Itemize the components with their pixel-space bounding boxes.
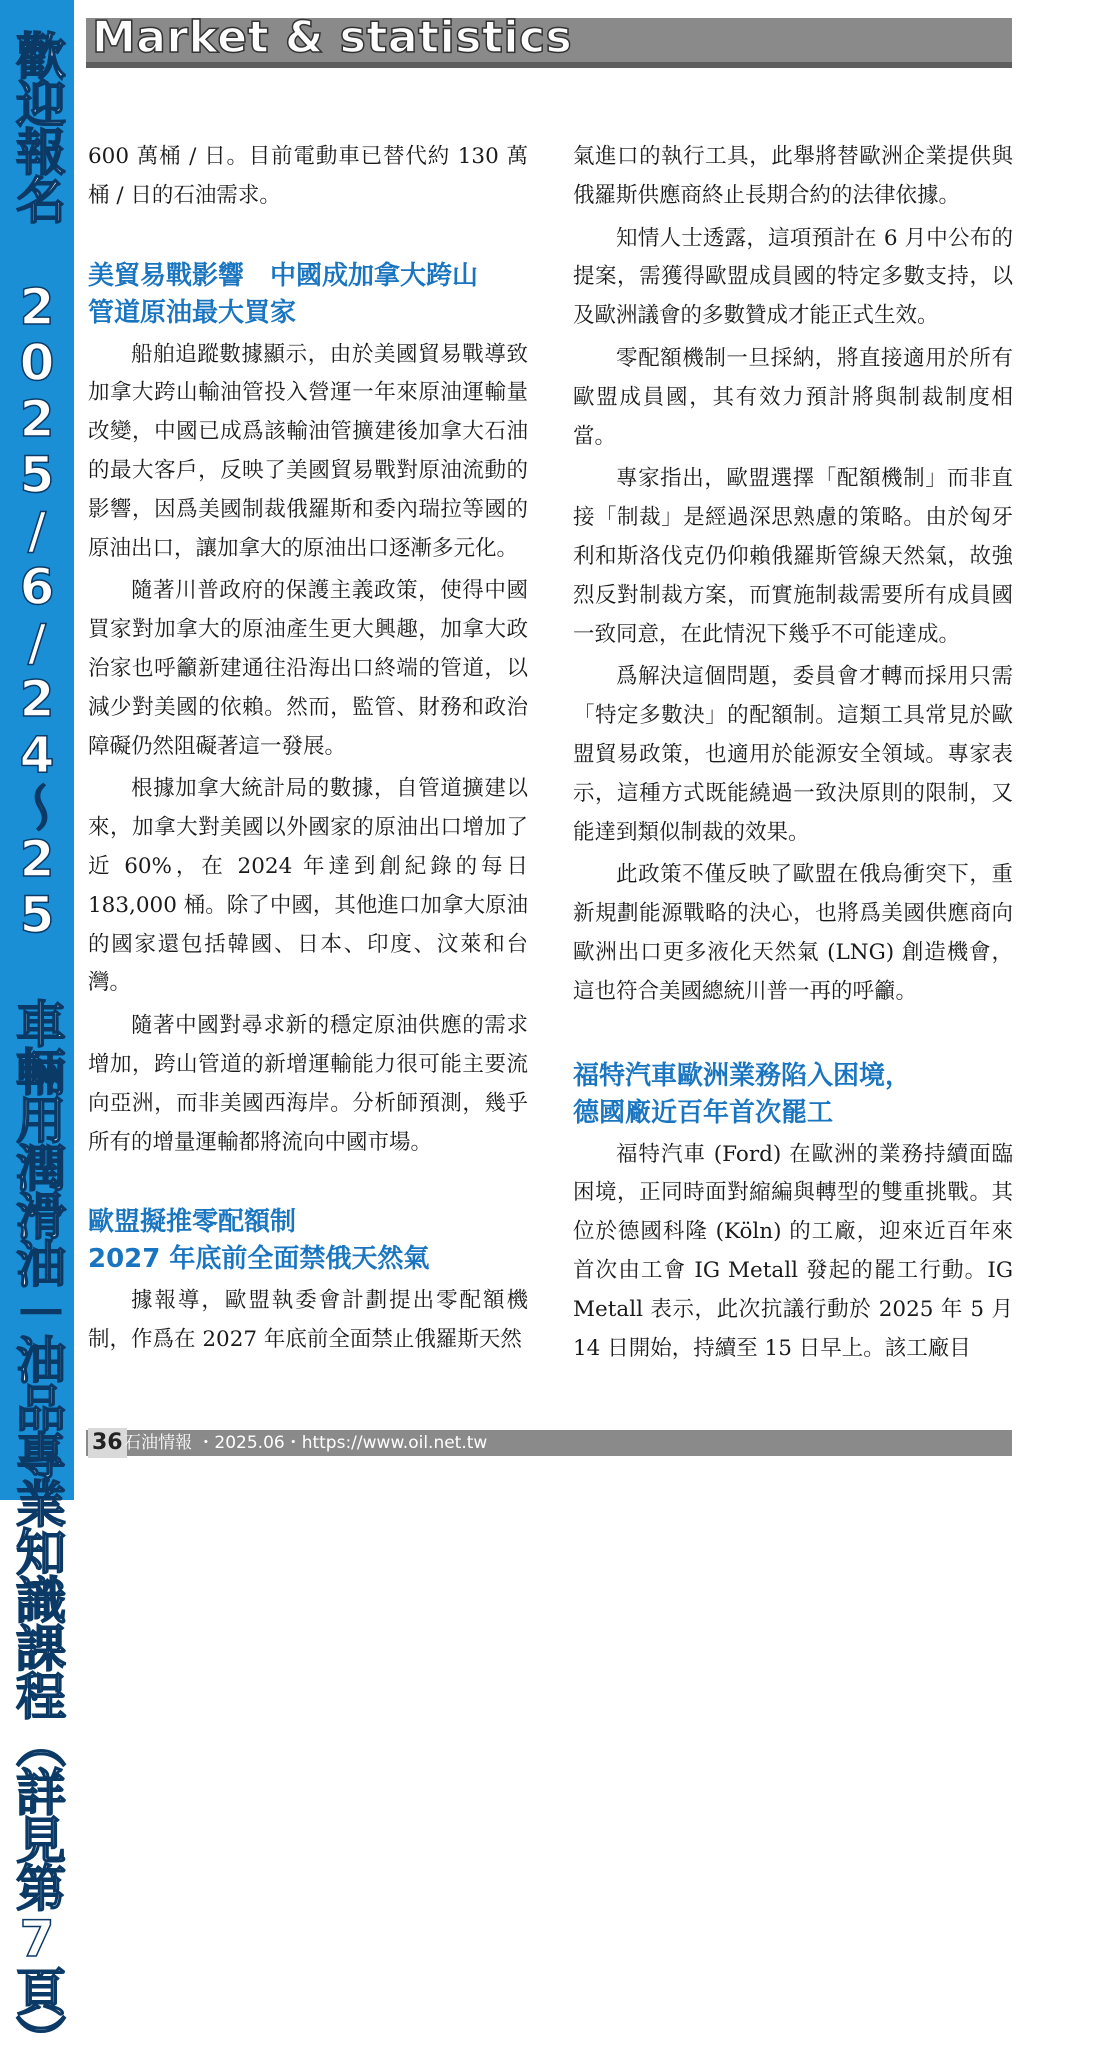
- heading-line: 德國廠近百年首次罷工: [573, 1097, 834, 1128]
- side-banner: [0, 0, 74, 2062]
- heading-line: 歐盟擬推零配額制: [88, 1207, 297, 1238]
- article-paragraph: 此政策不僅反映了歐盟在俄烏衝突下，重新規劃能源戰略的決心，也將爲美國供應商向歐洲出口更多液化天然氣 (LNG) 創造機會，這也符合美國總統川普一再的呼籲。: [573, 862, 1013, 1004]
- article-heading-canada-pipeline: [88, 258, 528, 332]
- heading-line: 管道原油最大買家: [88, 297, 297, 328]
- page-number: 36: [88, 1428, 127, 1458]
- article-paragraph: 600 萬桶 / 日。目前電動車已替代約 130 萬桶 / 日的石油需求。: [88, 144, 528, 208]
- article-paragraph: 據報導，歐盟執委會計劃提出零配額機制，作爲在 2027 年底前全面禁止俄羅斯天然: [88, 1288, 528, 1353]
- article-paragraph: 爲解決這個問題，委員會才轉而採用只需「特定多數決」的配額制。這類工具常見於歐盟貿易政策，也適用於能源安全領域。專家表示，這種方式既能繞過一致決原則的限制，又能達到類似制裁的效果。: [573, 664, 1013, 845]
- article-paragraph: 福特汽車 (Ford) 在歐洲的業務持續面臨困境，正同時面對縮編與轉型的雙重挑戰。其位於德國科隆 (Köln) 的工廠，迎來近百年來首次由工會 IG Metall 發起的罷工行動。IG Metall 表示，此次抗議行動於 2025 年 5 月 14 日開始，持續至 15 日早上。該工廠目: [573, 1141, 1013, 1361]
- article-paragraph: 氣進口的執行工具，此舉將替歐洲企業提供與俄羅斯供應商終止長期合約的法律依據。: [573, 144, 1013, 208]
- article-paragraph: 隨著川普政府的保護主義政策，使得中國買家對加拿大的原油產生更大興趣，加拿大政治家也呼籲新建通往沿海出口終端的管道，以減少對美國的依賴。然而，監管、財務和政治障礙仍然阻礙著這一發展。: [88, 578, 528, 759]
- article-heading-ford-strike: [573, 1058, 1013, 1132]
- heading-line: 2027 年底前全面禁俄天然氣: [88, 1244, 430, 1275]
- article-paragraph: 船舶追蹤數據顯示，由於美國貿易戰導致加拿大跨山輸油管投入營運一年來原油運輸量改變，中國已成爲該輸油管擴建後加拿大石油的最大客戶，反映了美國貿易戰對原油流動的影響，因爲美國制裁俄羅斯和委內瑞拉等國的原油出口，讓加拿大的原油出口逐漸多元化。: [88, 341, 528, 561]
- article-paragraph: 根據加拿大統計局的數據，自管道擴建以來，加拿大對美國以外國家的原油出口增加了近 60%，在 2024 年達到創紀錄的每日 183,000 桶。除了中國，其他進口加拿大原油的國家還包括韓國、日本、印度、汶萊和台灣。: [88, 776, 528, 996]
- article-paragraph: 隨著中國對尋求新的穩定原油供應的需求增加，跨山管道的新增運輸能力很可能主要流向亞洲，而非美國西海岸。分析師預測，幾乎所有的增量運輸都將流向中國市場。: [88, 1013, 528, 1155]
- article-paragraph: 零配額機制一旦採納，將直接適用於所有歐盟成員國，其有效力預計將與制裁制度相當。: [573, 345, 1013, 449]
- article-paragraph: 知情人士透露，這項預計在 6 月中公布的提案，需獲得歐盟成員國的特定多數支持，以及歐洲議會的多數贊成才能正式生效。: [573, 225, 1013, 329]
- section-title: Market & statistics: [92, 12, 573, 63]
- article-heading-eu-gas-ban: [88, 1204, 528, 1278]
- article-paragraph: 專家指出，歐盟選擇「配額機制」而非直接「制裁」是經過深思熟慮的策略。由於匈牙利和斯洛伐克仍仰賴俄羅斯管線天然氣，故強烈反對制裁方案，而實施制裁需要所有成員國一致同意，在此情況下幾乎不可能達成。: [573, 466, 1013, 647]
- heading-line: 美貿易戰影響 中國成加拿大跨山: [88, 260, 479, 291]
- heading-line: 福特汽車歐洲業務陷入困境，: [573, 1060, 912, 1091]
- right-column: [573, 138, 1013, 1372]
- footer-publication-info: 石油情報 ・2025.06・https://www.oil.net.tw: [124, 1433, 488, 1453]
- course-promo-text: 歡迎報名 2025/6/24～25 車輛用潤滑油－油品專業知識課程（詳見第7頁）: [8, 30, 66, 2062]
- left-column: [88, 138, 528, 1364]
